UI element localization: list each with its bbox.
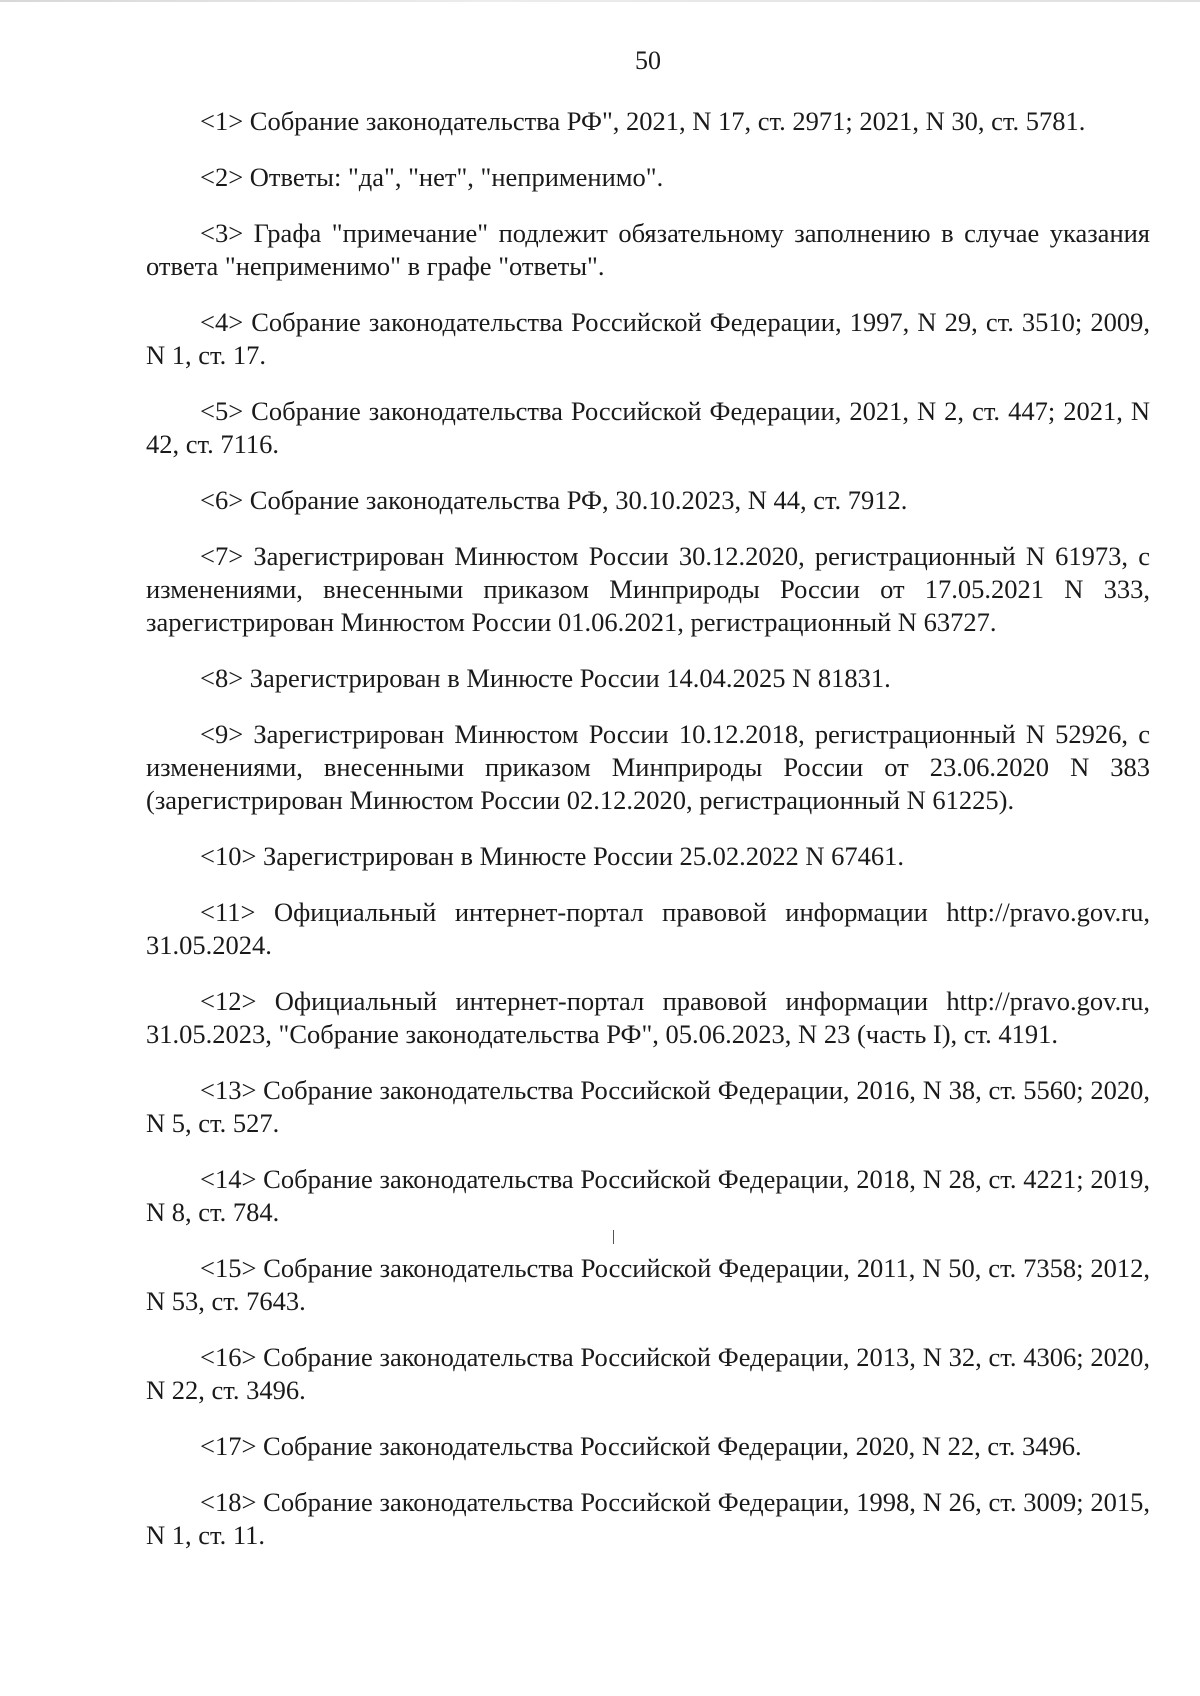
footnote-12: <12> Официальный интернет-портал правовой информации http://pravo.gov.ru, 31.05.2023, "Собрание законодательства РФ", 05.06.2023, N 23 (часть I), ст. 4191. [146, 986, 1150, 1049]
footnote-6: <6> Собрание законодательства РФ, 30.10.2023, N 44, ст. 7912. [200, 485, 908, 515]
footnote-7: <7> Зарегистрирован Минюстом России 30.12.2020, регистрационный N 61973, с изменениями, внесенными приказом Минприроды России от 17.05.2021 N 333, зарегистрирован Минюстом России 01.06.2021, регистрационный N 63727. [146, 541, 1150, 637]
footnote-10: <10> Зарегистрирован в Минюсте России 25.02.2022 N 67461. [200, 841, 905, 871]
footnote-2: <2> Ответы: "да", "нет", "неприменимо". [200, 162, 664, 192]
footnote-1: <1> Собрание законодательства РФ", 2021, N 17, ст. 2971; 2021, N 30, ст. 5781. [200, 106, 1086, 136]
footnote-14: <14> Собрание законодательства Российской Федерации, 2018, N 28, ст. 4221; 2019, N 8, ст. 784. [146, 1164, 1150, 1227]
footnote-15: <15> Собрание законодательства Российской Федерации, 2011, N 50, ст. 7358; 2012, N 53, ст. 7643. [146, 1253, 1150, 1316]
footnote-17: <17> Собрание законодательства Российской Федерации, 2020, N 22, ст. 3496. [200, 1431, 1082, 1461]
footnote-4: <4> Собрание законодательства Российской Федерации, 1997, N 29, ст. 3510; 2009, N 1, ст. 17. [146, 307, 1150, 370]
footnote-5: <5> Собрание законодательства Российской Федерации, 2021, N 2, ст. 447; 2021, N 42, ст. 7116. [146, 396, 1150, 459]
footnote-3: <3> Графа "примечание" подлежит обязательному заполнению в случае указания ответа "неприменимо" в графе "ответы". [146, 218, 1150, 281]
footnotes-list [146, 105, 1150, 1552]
footnote-9: <9> Зарегистрирован Минюстом России 10.12.2018, регистрационный N 52926, с изменениями, внесенными приказом Минприроды России от 23.06.2020 N 383 (зарегистрирован Минюстом России 02.12.2020, регистрационный N 61225). [146, 719, 1150, 815]
footnote-13: <13> Собрание законодательства Российской Федерации, 2016, N 38, ст. 5560; 2020, N 5, ст. 527. [146, 1075, 1150, 1138]
scan-artifact-mark [613, 1230, 614, 1244]
footnote-11: <11> Официальный интернет-портал правовой информации http://pravo.gov.ru, 31.05.2024. [146, 897, 1150, 960]
scan-top-edge [0, 0, 1200, 2]
page-number: 50 [635, 46, 661, 75]
footnote-8: <8> Зарегистрирован в Минюсте России 14.04.2025 N 81831. [200, 663, 891, 693]
footnote-18: <18> Собрание законодательства Российской Федерации, 1998, N 26, ст. 3009; 2015, N 1, ст. 11. [146, 1487, 1150, 1550]
footnote-16: <16> Собрание законодательства Российской Федерации, 2013, N 32, ст. 4306; 2020, N 22, ст. 3496. [146, 1342, 1150, 1405]
